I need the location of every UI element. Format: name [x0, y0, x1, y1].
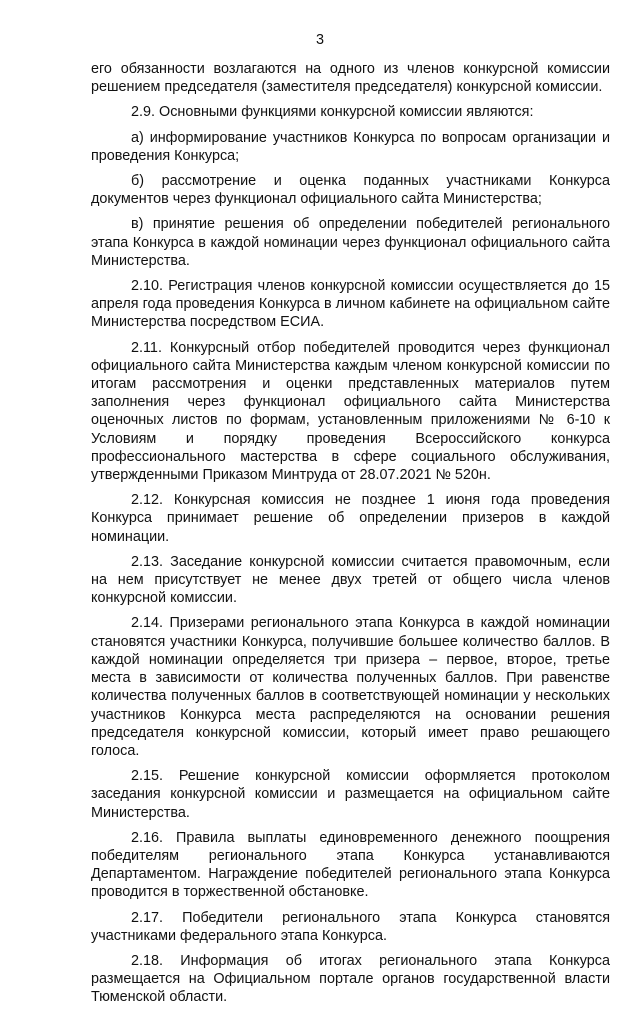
paragraph-2-13: 2.13. Заседание конкурсной комиссии считается правомочным, если на нем присутствует не менее двух третей от общего числа членов конкурсной комиссии. [91, 553, 610, 607]
paragraph-2-16: 2.16. Правила выплаты единовременного денежного поощрения победителям регионального этапа Конкурса устанавливаются Департаментом. Награждение победителей регионального этапа Конкурса проводится в торжественной обстановке. [91, 829, 610, 901]
paragraph-2-9: 2.9. Основными функциями конкурсной комиссии являются: [131, 104, 534, 121]
page-number: 3 [315, 32, 324, 48]
paragraph-2-12: 2.12. Конкурсная комиссия не позднее 1 июня года проведения Конкурса принимает решение об определении призеров в каждой номинации. [91, 492, 610, 545]
document-body [91, 60, 610, 1014]
paragraph-2-14: 2.14. Призерами регионального этапа Конкурса в каждой номинации становятся участники Конкурса, получившие большее количество баллов. В каждой номинации определяется три призера – первое, второе, третье места в зависимости от количества полученных баллов. При равенстве количества полученных баллов в соответствующей номинации у нескольких участников Конкурса места распределяются на основании решения председателя конкурсной комиссии, который имеет право решающего голоса. [91, 615, 610, 759]
paragraph-2-18: 2.18. Информация об итогах регионального этапа Конкурса размещается на Официальном портале органов государственной власти Тюменской области. [91, 952, 610, 1006]
paragraph-item-v: в) принятие решения об определении победителей регионального этапа Конкурса в каждой номинации через функционал официального сайта Министерства. [91, 216, 610, 269]
paragraph-2-17: 2.17. Победители регионального этапа Конкурса становятся участниками федерального этапа Конкурса. [91, 909, 610, 944]
paragraph-2-10: 2.10. Регистрация членов конкурсной комиссии осуществляется до 15 апреля года проведения Конкурса в личном кабинете на официальном сайте Министерства посредством ЕСИА. [91, 278, 610, 331]
paragraph-item-a: а) информирование участников Конкурса по вопросам организации и проведения Конкурса; [91, 129, 610, 164]
paragraph-item-b: б) рассмотрение и оценка поданных участниками Конкурса документов через функционал официального сайта Министерства; [91, 173, 610, 208]
paragraph-2-11: 2.11. Конкурсный отбор победителей проводится через функционал официального сайта Министерства каждым членом конкурсной комиссии по итогам рассмотрения и оценки представленных материалов путем заполнения через функционал официального сайта Министерства оценочных листов по формам, установленным приложениями № 6-10 к Условиям и порядку проведения Всероссийского конкурса профессионального мастерства в сфере социального обслуживания, утвержденными Приказом Минтруда от 28.07.2021 № 520н. [91, 339, 610, 484]
paragraph-2-15: 2.15. Решение конкурсной комиссии оформляется протоколом заседания конкурсной комиссии и размещается на официальном сайте Министерства. [91, 768, 610, 821]
paragraph-continuation: его обязанности возлагаются на одного из членов конкурсной комиссии решением председателя (заместителя председателя) конкурсной комиссии. [91, 61, 610, 96]
